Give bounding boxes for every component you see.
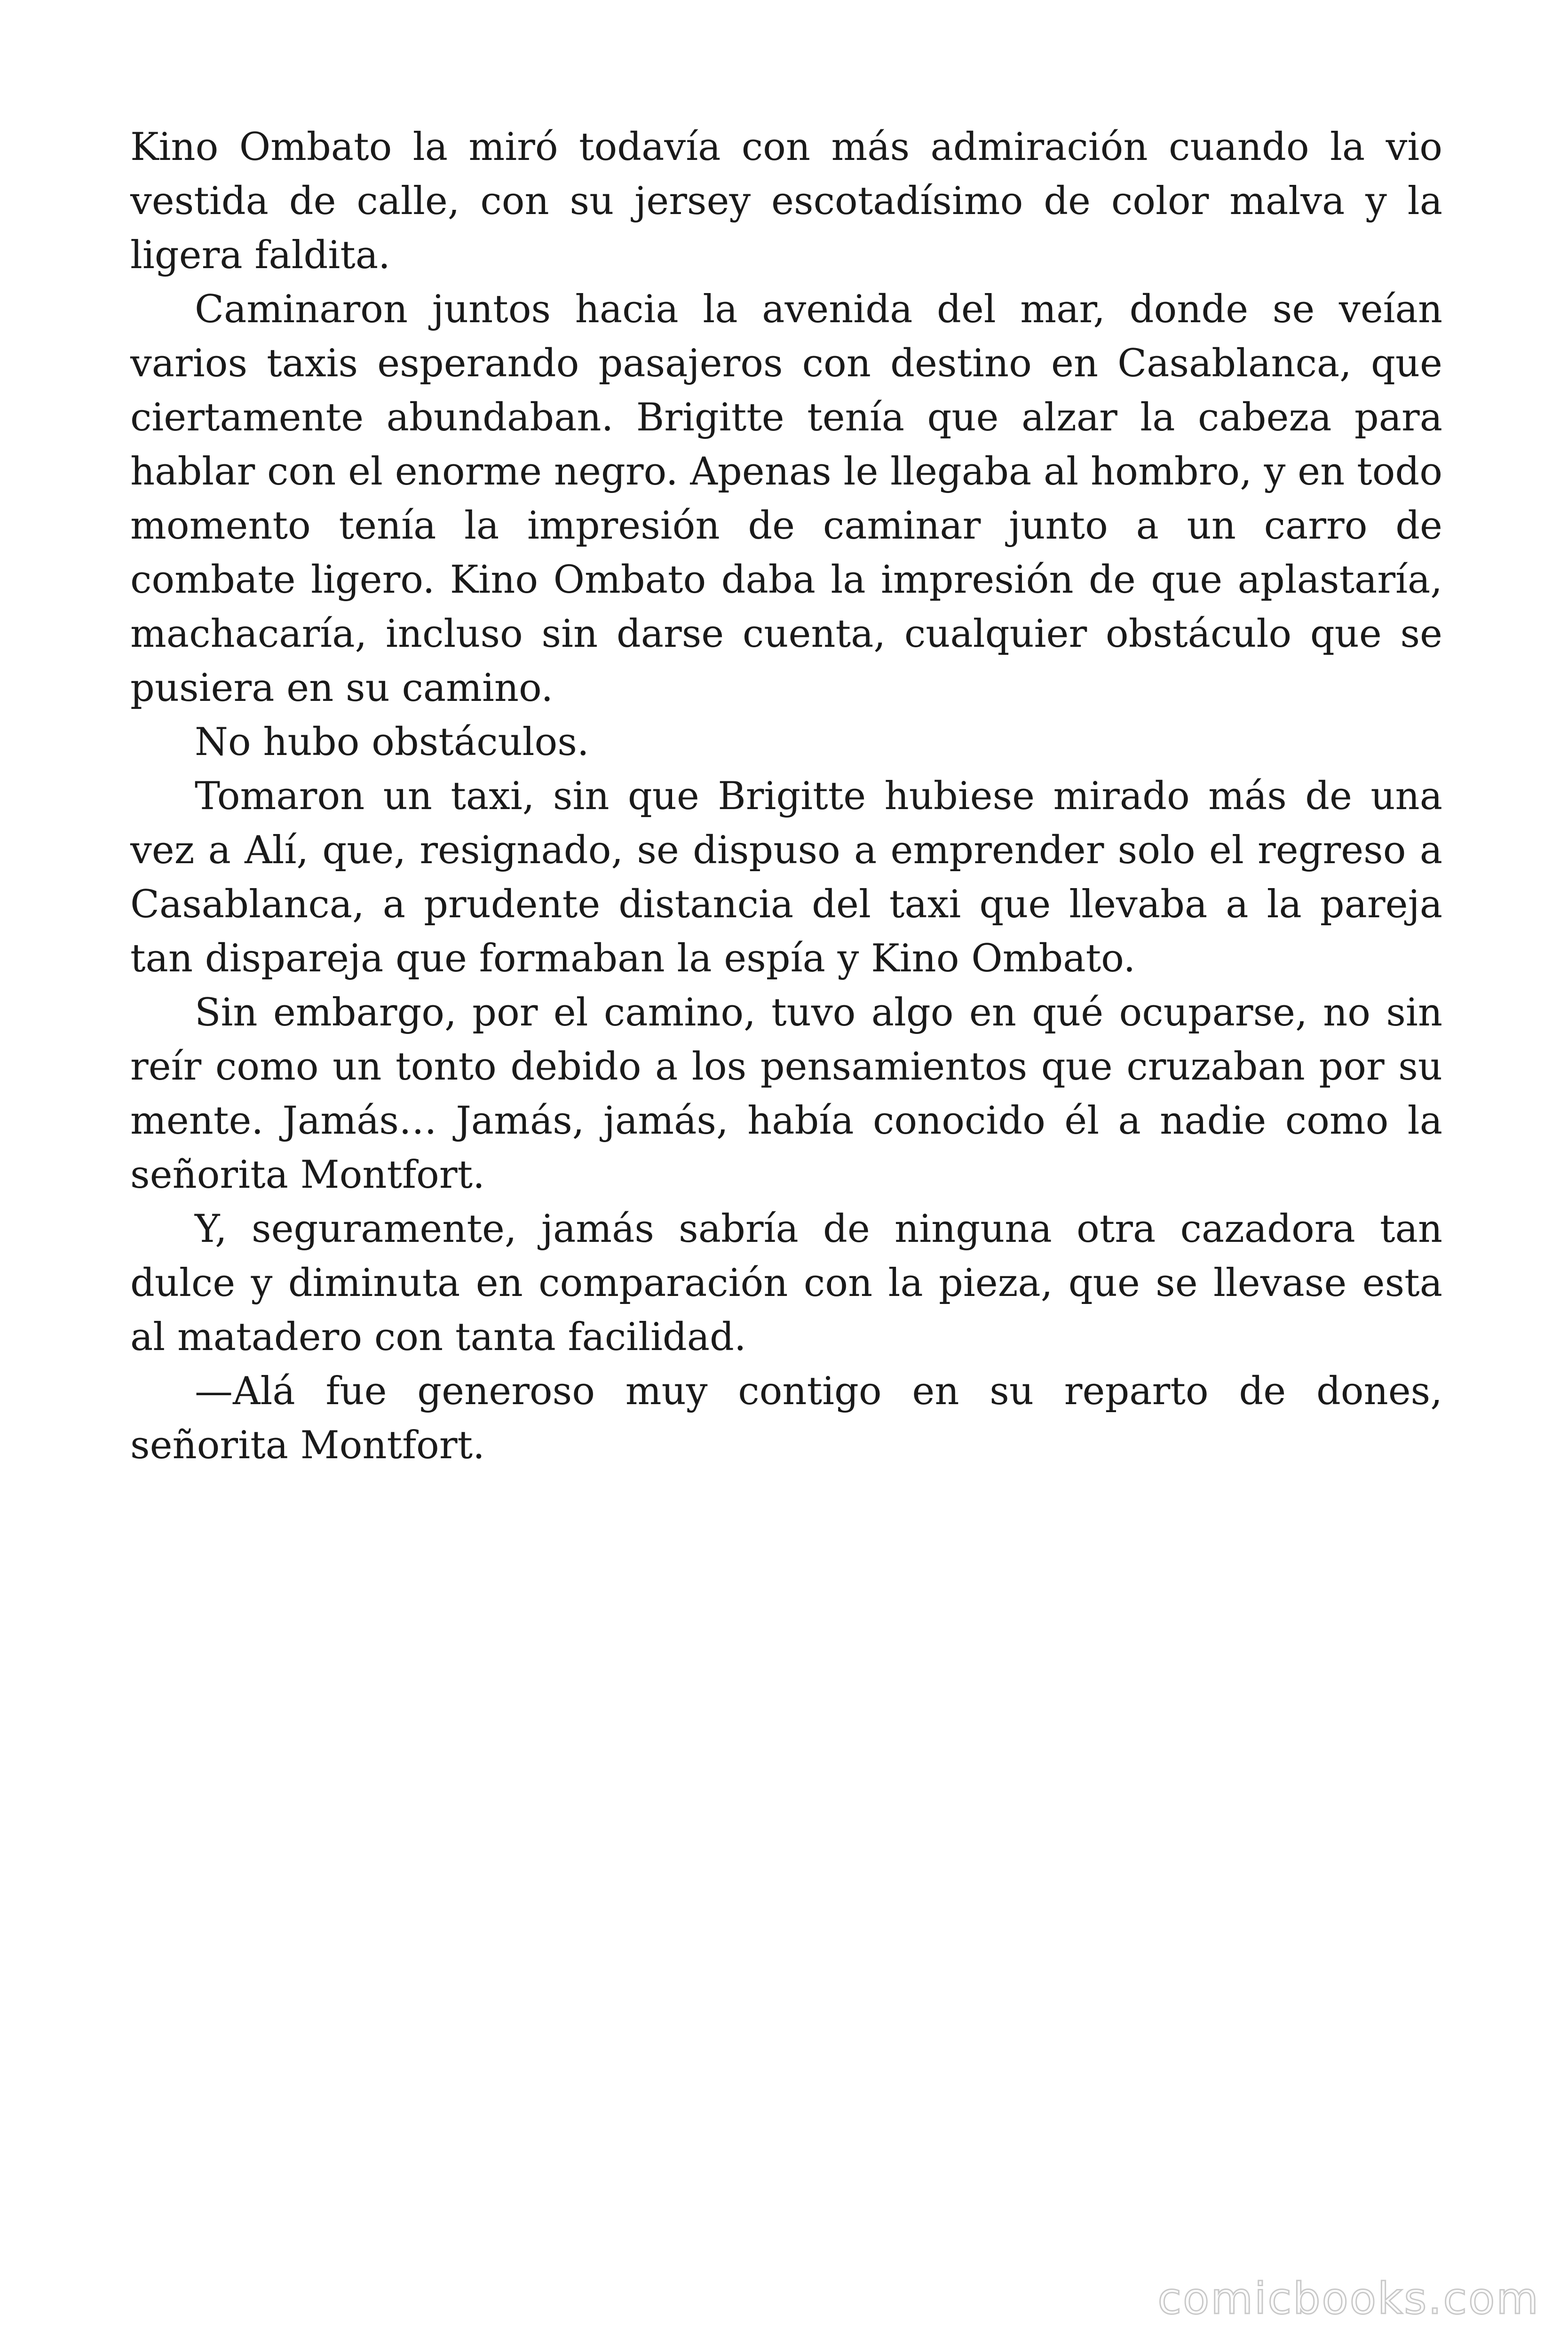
body-text [130, 120, 1442, 1473]
paragraph: No hubo obstáculos. [195, 720, 589, 764]
paragraph: Tomaron un taxi, sin que Brigitte hubiese mirado más de una vez a Alí, que, resignado, se dispuso a emprender solo el regreso a Casablanca, a prudente distancia del taxi que llevaba a la pareja tan dispareja que formaban la espía y Kino Ombato. [130, 774, 1442, 981]
paragraph: Y, seguramente, jamás sabría de ninguna otra cazadora tan dulce y diminuta en comparación con la pieza, que se llevase esta al matadero con tanta facilidad. [130, 1207, 1442, 1359]
paragraph: Sin embargo, por el camino, tuvo algo en qué ocuparse, no sin reír como un tonto debido a los pensamientos que cruzaban por su mente. Jamás… Jamás, jamás, había conocido él a nadie como la señorita Montfort. [130, 991, 1442, 1197]
paragraph: Kino Ombato la miró todavía con más admiración cuando la vio vestida de calle, con su jersey escotadísimo de color malva y la ligera faldita. [130, 125, 1442, 278]
watermark: comicbooks.com [1157, 2273, 1540, 2324]
paragraph: —Alá fue generoso muy contigo en su reparto de dones, señorita Montfort. [130, 1369, 1442, 1468]
paragraph: Caminaron juntos hacia la avenida del mar, donde se veían varios taxis esperando pasajeros con destino en Casablanca, que ciertamente abundaban. Brigitte tenía que alzar la cabeza para hablar con el enorme negro. Apenas le llegaba al hombro, y en todo momento tenía la impresión de caminar junto a un carro de combate ligero. Kino Ombato daba la impresión de que aplastaría, machacaría, incluso sin darse cuenta, cualquier obstáculo que se pusiera en su camino. [130, 287, 1442, 710]
